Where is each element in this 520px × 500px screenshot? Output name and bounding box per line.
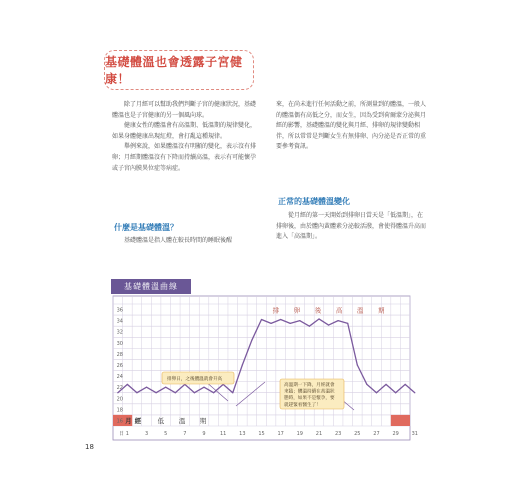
x-tick-label: 27 <box>373 431 380 437</box>
data-point <box>194 392 195 393</box>
y-tick-label: 36 <box>116 307 123 314</box>
high-temp-label: 後 <box>314 306 322 315</box>
data-point <box>395 392 396 393</box>
data-point <box>127 384 128 385</box>
data-point <box>414 392 415 393</box>
x-tick-label: 3 <box>144 431 149 437</box>
data-point <box>232 392 233 393</box>
data-point <box>290 323 291 324</box>
high-temp-label: 高 <box>335 306 343 315</box>
period-label: 月 <box>125 417 132 426</box>
subheading-normal-bbt-change: 正常的基礎體溫變化 <box>278 197 350 206</box>
high-temp-label: 排 <box>272 306 280 315</box>
x-tick-label: 7 <box>183 431 187 437</box>
y-tick-label: 22 <box>116 385 123 392</box>
x-tick-label: 29 <box>392 431 399 437</box>
y-tick-label: 30 <box>116 340 123 347</box>
high-temp-label: 卵 <box>293 306 301 315</box>
high-temp-label: 期 <box>378 306 385 315</box>
callout-text: 態時，如果不是懷孕，要 <box>284 396 335 402</box>
data-point <box>251 339 252 340</box>
paragraph: 從月經的第一天開始到排卵日當天是「低溫期」，在排卵後，由於體內黃體素分泌較活潑，會使得體溫升高而進入「高溫期」。 <box>276 212 427 241</box>
callout-text: 高溫期一下降，月經就會 <box>284 383 335 388</box>
x-tick-label: 17 <box>277 431 284 437</box>
x-tick-label: 13 <box>239 431 246 437</box>
x-axis-prefix: 日 <box>119 431 125 437</box>
paragraph: 舉例來說，如果體溫沒有明顯的變化，表示沒有排卵；月經期體溫沒有下降而持續高溫，表示有可能懷孕或子宮內膜異位症等病症。 <box>112 143 257 172</box>
paragraph: 除了月經可以幫助我們判斷子宮的健康狀況，基礎體溫也是子宮健康的另一個風向球。 <box>112 101 257 119</box>
paragraph: 基礎體溫是指人體在較長時間的睡眠後醒 <box>124 237 233 244</box>
article-title: 基礎體溫也會透露子宮健康！ <box>104 50 254 90</box>
paragraph: 來，在尚未進行任何活動之前，所測量到的體溫，一般人的體溫偶有高低之分，而女生，因為受到荷爾蒙分泌與月經的影響，基礎體溫的變化與月經、排卵的規律變動相伴，所以常常是判斷女生有無排卵、內分泌是否正常的重要參考資訊。 <box>276 101 427 151</box>
data-point <box>117 392 118 393</box>
data-point <box>242 364 243 365</box>
low-temp-label: 溫 <box>178 417 186 426</box>
low-temp-label: 低 <box>157 417 165 426</box>
data-point <box>405 384 406 385</box>
low-temp-label: 期 <box>199 417 207 426</box>
data-point <box>280 319 281 320</box>
x-tick-label: 21 <box>315 431 323 437</box>
data-point <box>146 387 147 388</box>
callout-text: 排卵日，之後體溫就會升高 <box>167 377 223 382</box>
data-point <box>261 319 262 320</box>
x-tick-label: 19 <box>296 431 304 437</box>
y-tick-label: 20 <box>116 396 123 403</box>
high-temp-label: 溫 <box>356 306 364 315</box>
period-cell <box>391 415 410 426</box>
chart-title-tab: 基礎體溫曲線 <box>111 279 191 294</box>
data-point <box>385 384 386 385</box>
y-tick-label: 34 <box>116 318 123 325</box>
x-tick-label: 31 <box>411 431 418 437</box>
x-tick-label: 11 <box>219 431 227 437</box>
callout-text: 來臨；體溫持續在高溫狀 <box>284 389 335 395</box>
data-point <box>318 318 319 319</box>
data-point <box>175 392 176 393</box>
data-point <box>366 384 367 385</box>
data-point <box>328 324 329 325</box>
data-point <box>299 320 300 321</box>
x-tick-label: 23 <box>334 431 342 437</box>
x-tick-label: 9 <box>202 431 206 437</box>
data-point <box>338 320 339 321</box>
data-point <box>213 392 214 393</box>
y-tick-label: 28 <box>116 351 123 358</box>
data-point <box>309 326 310 327</box>
callout-text: 就趕緊看醫生了！ <box>284 402 321 408</box>
y-tick-label: 32 <box>116 329 123 336</box>
y-tick-label: 26 <box>116 363 123 369</box>
data-point <box>156 392 157 393</box>
data-point <box>203 387 204 388</box>
y-tick-label: 18 <box>116 407 123 414</box>
data-point <box>376 392 377 393</box>
data-point <box>270 323 271 324</box>
subheading-what-is-bbt: 什麼是基礎體溫？ <box>114 223 178 232</box>
paragraph: 健康女性的體溫會有高溫期、低溫期的規律變化，如果身體健康出現紅燈，會打亂這種規律。 <box>112 122 257 140</box>
y-tick-label: 24 <box>116 374 123 381</box>
data-point <box>136 392 137 393</box>
data-point <box>357 364 358 365</box>
x-tick-label: 1 <box>125 431 129 437</box>
data-point <box>347 323 348 324</box>
data-point <box>165 387 166 388</box>
x-tick-label: 5 <box>164 431 168 437</box>
x-tick-label: 15 <box>258 431 265 437</box>
page-number: 18 <box>85 443 94 451</box>
period-label: 經 <box>134 417 142 426</box>
y-tick-label: 16 <box>116 418 123 425</box>
x-tick-label: 25 <box>354 431 361 437</box>
